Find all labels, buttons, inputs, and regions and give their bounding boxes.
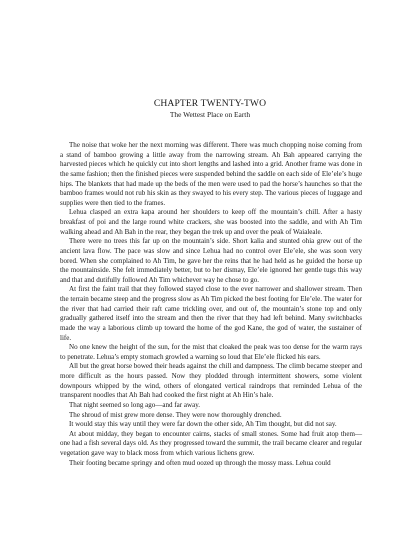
paragraph: At about midday, they began to encounter cairns, stacks of small stones. Some had fruit atop them—one had a fish several days old. As they progressed toward the summit, the trail became clearer and regular vegetation gave way to black moss from which various lichens grew. bbox=[60, 429, 362, 457]
paragraph: Their footing became springy and often mud oozed up through the mossy mass. Lehua could bbox=[69, 458, 331, 467]
chapter-body bbox=[60, 141, 362, 468]
paragraph: Lehua clasped an extra kapa around her shoulders to keep off the mountain’s chill. After a hasty breakfast of poi and the large round white crackers, she was boosted into the saddle, and with Ah Tim walking ahead and Ah Bah in the rear, they began the trek up and over the peak of Waialeale. bbox=[60, 208, 362, 236]
chapter-subtitle: The Wettest Place on Earth bbox=[169, 110, 251, 119]
paragraph: It would stay this way until they were far down the other side, Ah Tim thought, but did not say. bbox=[69, 420, 337, 429]
paragraph: There were no trees this far up on the mountain’s side. Short kalia and stunted ohia grew out of the ancient lava flow. The pace was slow and since Lehua had no control over Ele’ele, she was soon very bored. When she complained to Ah Tim, he gave her the reins that he had held as he guided the horse up the mountainside. She felt immediately better, but to her dismay, Ele’ele ignored her gentle tugs this way and that and dutifully followed Ah Tim whichever way he chose to go. bbox=[60, 237, 362, 284]
paragraph: The shroud of mist grew more dense. They were now thoroughly drenched. bbox=[69, 410, 282, 419]
paragraph: The noise that woke her the next morning was different. There was much chopping noise coming from a stand of bamboo growing a little away from the narrowing stream. Ah Bah appeared carrying the harvested pieces which he quickly cut into short lengths and lashed into a grid. Another frame was done in the same fashion; then the finished pieces were suspended behind the saddle on each side of Ele’ele’s huge hips. The blankets that had made up the beds of the men were used to pad the horse’s haunches so that the bamboo frames would not rub his skin as they swayed to his every step. The various pieces of luggage and supplies were then tied to the frames. bbox=[60, 141, 362, 207]
paragraph: All but the great horse bowed their heads against the chill and dampness. The climb became steeper and more difficult as the hours passed. Now they plodded through intermittent showers, some violent downpours whipped by the wind, others of elongated vertical raindrops that reminded Lehua of the transparent noodles that Ah Bah had cooked the first night at Ah Hin’s hale. bbox=[60, 362, 363, 400]
paragraph: No one knew the height of the sun, for the mist that cloaked the peak was too dense for the warm rays to penetrate. Lehua’s empty stomach growled a warning so loud that Ele’ele flicked his ears. bbox=[60, 343, 362, 361]
paragraph: That night seemed so long ago—and far away. bbox=[69, 400, 201, 409]
chapter-title: CHAPTER TWENTY-TWO bbox=[153, 98, 267, 109]
paragraph: At first the faint trail that they followed stayed close to the ever narrower and shallower stream. Then the terrain became steep and the progress slow as Ah Tim picked the best footing for Ele’ele. The water for the river that had carried their raft came trickling over, and out of, the mountain’s stone top and only gradually gathered itself into the stream and then the river that they had left behind. Many switchbacks made the way a laborious climb up toward the home of the god Kane, the god of water, the sustainer of life. bbox=[60, 285, 362, 342]
